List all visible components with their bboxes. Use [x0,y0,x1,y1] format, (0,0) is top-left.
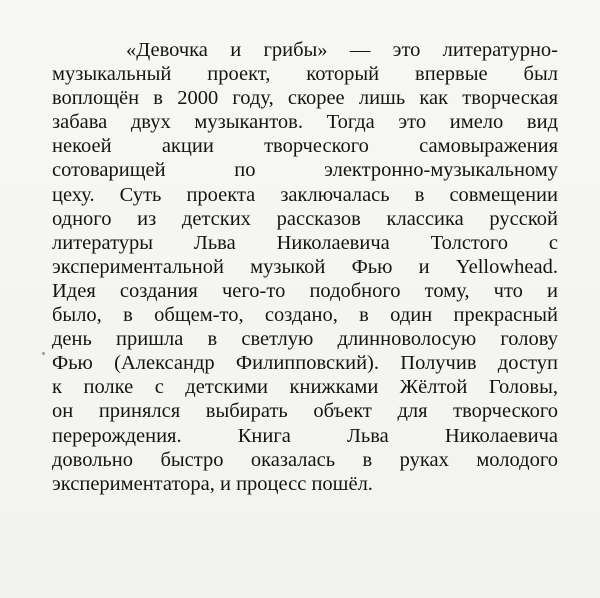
text-line: к полке с детскими книжками Жёлтой Головы, [52,376,558,399]
text-line: день пришла в светлую длинноволосую голову [52,328,558,351]
text-line: сотоварищей по электронно-музыкальному [52,159,558,182]
text-line: Идея создания чего-то подобного тому, что и [52,279,558,302]
text-line: одного из детских рассказов классика русской [52,207,558,230]
text-line: довольно быстро оказалась в руках молодого [52,448,558,471]
text-line: воплощён в 2000 году, скорее лишь как творческая [52,87,558,110]
text-line: экспериментальной музыкой Фью и Yellowhead. [52,255,558,278]
text-line: некоей акции творческого самовыражения [52,135,558,158]
scan-speck [42,352,45,355]
text-line: перерождения. Книга Льва Николаевича [52,424,558,447]
body-paragraph [52,38,558,496]
text-line: музыкальный проект, который впервые был [52,63,558,86]
text-line: литературы Льва Николаевича Толстого с [52,231,558,254]
text-line: он принялся выбирать объект для творческого [52,400,558,423]
text-line: «Девочка и грибы» — это литературно- [126,39,558,61]
text-line: забава двух музыкантов. Тогда это имело вид [52,111,558,134]
text-line: было, в общем-то, создано, в один прекрасный [52,304,558,327]
text-line: Фью (Александр Филипповский). Получив доступ [52,352,558,375]
text-line: экспериментатора, и процесс пошёл. [52,472,373,495]
text-line: цеху. Суть проекта заключалась в совмещении [52,183,558,206]
